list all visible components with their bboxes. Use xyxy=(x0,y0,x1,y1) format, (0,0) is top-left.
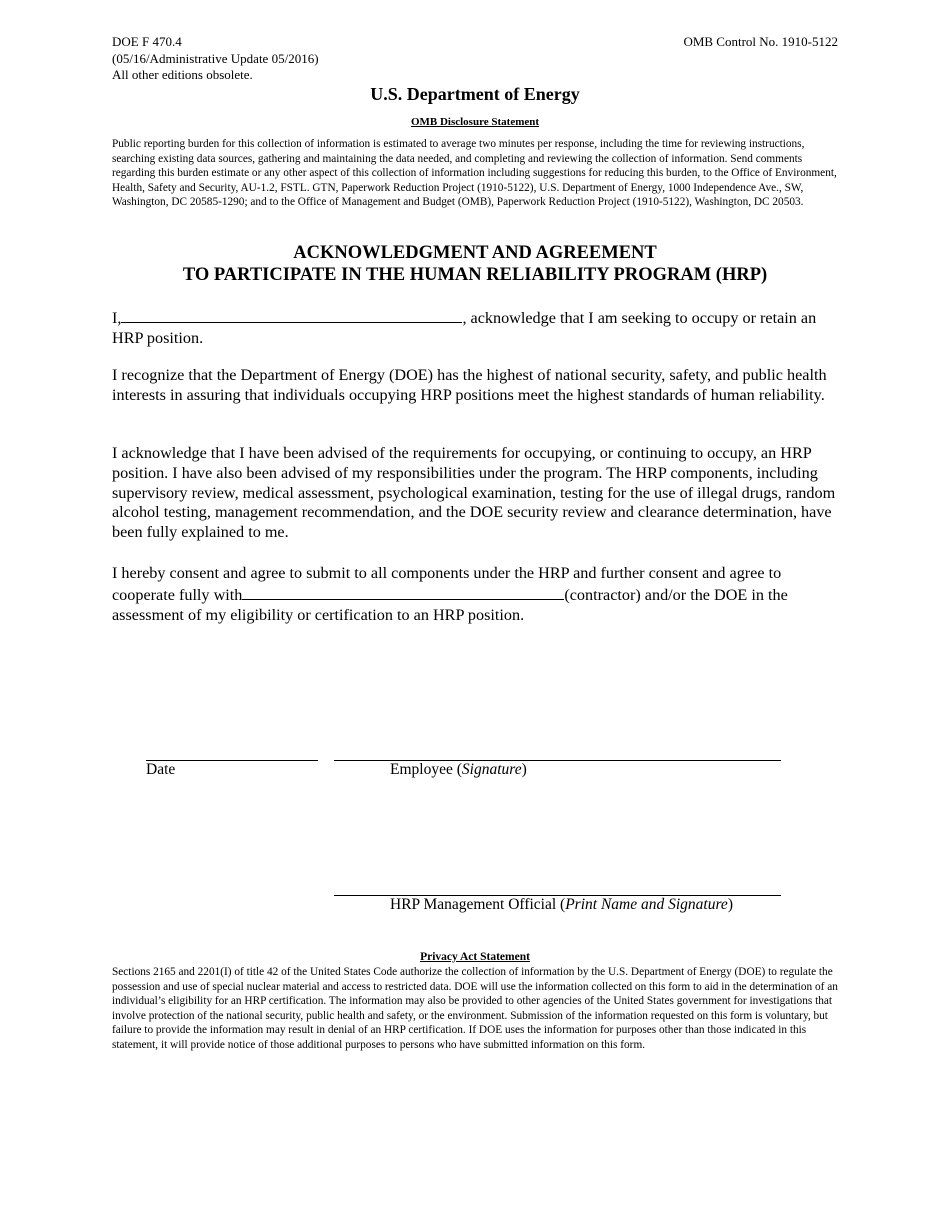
agency-title: U.S. Department of Energy xyxy=(370,84,580,104)
omb-disclosure-heading: OMB Disclosure Statement xyxy=(410,116,540,128)
label-italic: Signature xyxy=(461,761,522,778)
recognition-paragraph: I recognize that the Department of Energy (DOE) has the highest of national security, safety, and public health interests in assuring that individuals occupying HRP positions meet the highest standards of human reliability. xyxy=(112,366,827,404)
employee-signature-label xyxy=(390,761,527,779)
paragraph-prefix: I, xyxy=(112,309,122,327)
official-signature-label xyxy=(390,896,733,914)
omb-control-number: OMB Control No. 1910-5122 xyxy=(683,34,838,49)
date-label: Date xyxy=(146,761,176,778)
paragraph-suffix: , acknowledge that I am seeking to occupy or retain an HRP position. xyxy=(112,309,817,347)
form-number: DOE F 470.4 xyxy=(112,34,182,49)
consent-paragraph xyxy=(112,564,838,625)
form-title-line1: ACKNOWLEDGMENT AND AGREEMENT xyxy=(293,243,657,263)
label-italic: Print Name and Signature xyxy=(565,896,728,913)
privacy-act-heading: Privacy Act Statement xyxy=(420,951,530,963)
form-title-line2: TO PARTICIPATE IN THE HUMAN RELIABILITY PROGRAM (HRP) xyxy=(182,265,768,285)
label-text: Employee ( xyxy=(390,761,462,778)
label-close: ) xyxy=(727,896,733,913)
form-identifier-block xyxy=(112,34,319,84)
label-close: ) xyxy=(521,761,527,778)
form-title xyxy=(112,242,838,286)
paragraph-prefix: I hereby consent and agree to submit to all components under the HRP and further consent and agree to cooperate fully with xyxy=(112,564,782,604)
acknowledgment-paragraph xyxy=(112,307,838,349)
form-revision: (05/16/Administrative Update 05/2016) xyxy=(112,50,319,66)
contractor-field[interactable] xyxy=(242,584,564,600)
obsolete-note: All other editions obsolete. xyxy=(112,67,253,82)
paragraph-suffix: (contractor) and/or the DOE in the assessment of my eligibility or certification to an HRP position. xyxy=(112,585,788,624)
advised-paragraph: I acknowledge that I have been advised of the requirements for occupying, or continuing to occupy, an HRP position. I have also been advised of my responsibilities under the program. The HRP components, including supervisory review, medical assessment, psychological examination, testing for the use of illegal drugs, random alcohol testing, management recommendation, and the DOE security review and clearance determination, have been fully explained to me. xyxy=(112,444,836,542)
label-text: HRP Management Official ( xyxy=(390,896,566,913)
omb-disclosure-text: Public reporting burden for this collection of information is estimated to average two minutes per response, including the time for reviewing instructions, searching existing data sources, gathering and maintaining the data needed, and completing and reviewing the collection of information. Send comments regarding this burden estimate or any other aspect of this collection of information including suggestions for reducing this burden, to the Office of Environment, Health, Safety and Security, AU-1.2, FSTL. GTN, Paperwork Reduction Project (1910-5122), U.S. Department of Energy, 1000 Independence Ave., SW, Washington, DC 20585-1290; and to the Office of Management and Budget (OMB), Paperwork Reduction Project (1910-5122), Washington, DC 20503. xyxy=(112,138,837,209)
privacy-act-text: Sections 2165 and 2201(I) of title 42 of the United States Code authorize the collection of information by the U.S. Department of Energy (DOE) to regulate the possession and use of special nuclear material and access to restricted data. DOE will use the information collected on this form to aid in the determination of an individual’s eligibility for an HRP certification. The information may also be provided to other agencies of the United States government for investigations that involve protection of the national security, public health and safety, or the environment. Submission of the information requested on this form is voluntary, but failure to provide the information may result in denial of an HRP certification. If DOE uses the information for purposes other than those indicated in this statement, it will provide notice of those additional purposes to persons who have submitted information on this form. xyxy=(112,966,838,1051)
name-field[interactable] xyxy=(121,307,462,323)
